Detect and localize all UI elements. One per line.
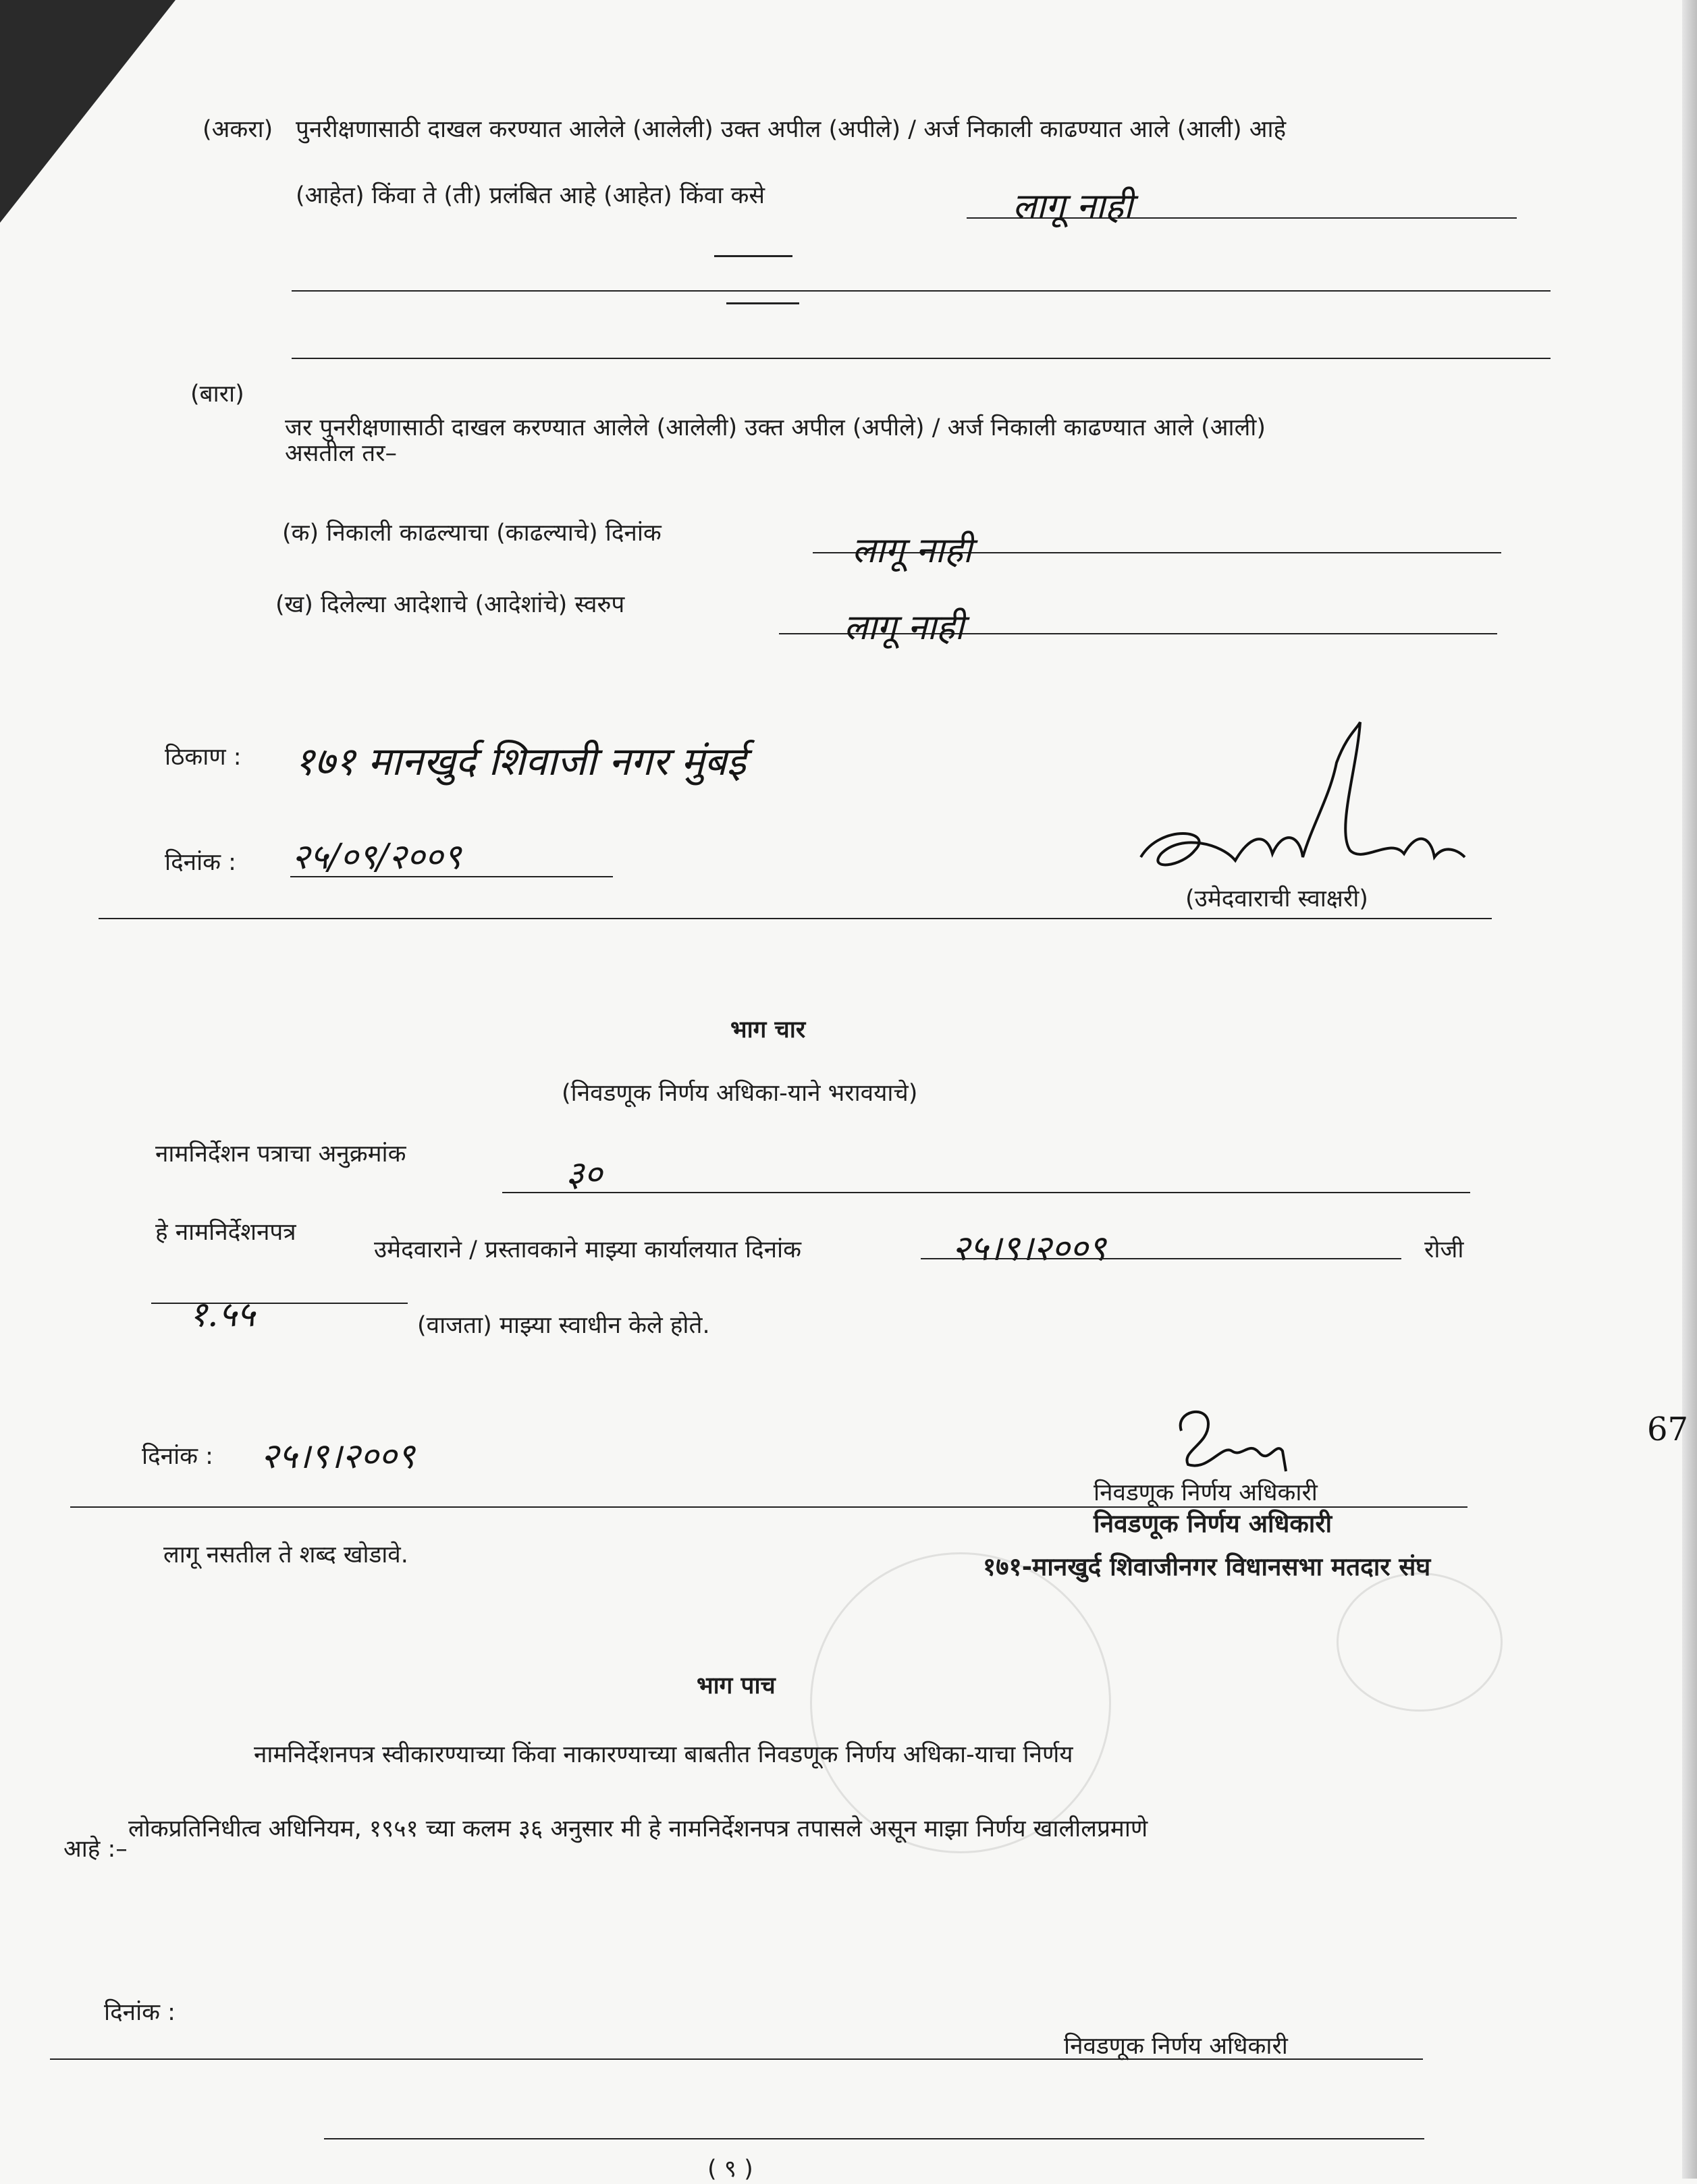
officer-stamp-constituency: १७१-मानखुर्द शिवाजीनगर विधानसभा मतदार संघ bbox=[983, 1552, 1431, 1581]
time-handwritten: १.५५ bbox=[189, 1294, 255, 1335]
bleed-through-stamp bbox=[1337, 1573, 1503, 1712]
serial-number-label: नामनिर्देशन पत्राचा अनुक्रमांक bbox=[155, 1141, 406, 1168]
strike-mark bbox=[714, 255, 792, 257]
officer-date-label: दिनांक : bbox=[142, 1443, 213, 1470]
strike-out-footnote: लागू नसतील ते शब्द खोडावे. bbox=[163, 1541, 408, 1568]
officer-stamp-title: निवडणूक निर्णय अधिकारी bbox=[1094, 1509, 1332, 1538]
item-a-handwritten-value: लागू नाही bbox=[852, 530, 972, 571]
part-four-title: भाग चार bbox=[730, 1016, 806, 1043]
answer-line bbox=[921, 1258, 1401, 1259]
section-12-marker: (बारा) bbox=[190, 381, 244, 408]
part-five-body-line-1: लोकप्रतिनिधीत्व अधिनियम, १९५१ च्या कलम ३६ अनुसार मी हे नामनिर्देशनपत्र तपासले असून माझा निर्णय खालीलप्रमाणे bbox=[128, 1816, 1148, 1842]
part-five-body-line-2: आहे :– bbox=[63, 1836, 128, 1863]
page-edge-shadow bbox=[1682, 0, 1697, 2179]
handwritten-answer: लागू नाही bbox=[1013, 186, 1133, 227]
part-five-officer-title: निवडणूक निर्णय अधिकारी bbox=[1064, 2033, 1288, 2060]
section-12-line-1: जर पुनरीक्षणासाठी दाखल करण्यात आलेले (आलेली) उक्त अपील (अपीले) / अर्ज निकाली काढण्यात आले (आली) bbox=[285, 414, 1266, 441]
part-five-subtitle: नामनिर्देशनपत्र स्वीकारण्याच्या किंवा नाकारण्याच्या बाबतीत निवडणूक निर्णय अधिका-याचा निर्णय bbox=[254, 1741, 1073, 1768]
page-bottom-rule bbox=[324, 2138, 1424, 2139]
candidate-signature bbox=[1134, 715, 1472, 911]
answer-line bbox=[292, 358, 1551, 359]
page-number: ( ९ ) bbox=[707, 2156, 753, 2183]
folded-corner bbox=[0, 0, 176, 223]
submission-date-handwritten: २५।९।२००९ bbox=[952, 1228, 1106, 1269]
strike-mark bbox=[726, 302, 799, 304]
part-five-date-label: दिनांक : bbox=[104, 1999, 176, 2026]
margin-note: 67 bbox=[1647, 1411, 1689, 1448]
item-b-handwritten-value: लागू नाही bbox=[844, 607, 964, 648]
section-11-marker: (अकरा) bbox=[203, 116, 273, 143]
officer-signature bbox=[1168, 1404, 1303, 1485]
submission-suffix: रोजी bbox=[1424, 1236, 1464, 1263]
answer-line bbox=[151, 1303, 408, 1304]
officer-date-handwritten: २५।९।२००९ bbox=[261, 1436, 415, 1477]
place-label: ठिकाण : bbox=[165, 744, 242, 771]
officer-title: निवडणूक निर्णय अधिकारी bbox=[1094, 1479, 1318, 1506]
part-four-subtitle: (निवडणूक निर्णय अधिका-याने भरावयाचे) bbox=[562, 1080, 918, 1107]
section-12-line-2: असतील तर– bbox=[285, 440, 398, 467]
part-five-title: भाग पाच bbox=[697, 1672, 776, 1699]
submission-text: उमेदवाराने / प्रस्तावकाने माझ्या कार्यालयात दिनांक bbox=[374, 1236, 801, 1263]
candidate-date-handwritten: २५/०९/२००९ bbox=[292, 837, 462, 877]
item-a-label: (क) निकाली काढल्याचा (काढल्याचे) दिनांक bbox=[282, 520, 662, 547]
date-underline bbox=[290, 876, 613, 877]
section-divider bbox=[99, 918, 1492, 919]
submission-label: हे नामनिर्देशनपत्र bbox=[155, 1219, 296, 1246]
place-handwritten-value: १७१ मानखुर्द शिवाजी नगर मुंबई bbox=[294, 738, 747, 784]
candidate-signature-caption: (उमेदवाराची स्वाक्षरी) bbox=[1185, 885, 1368, 912]
section-11-line-2: (आहेत) किंवा ते (ती) प्रलंबित आहे (आहेत) किंवा कसे bbox=[296, 182, 765, 209]
candidate-date-label: दिनांक : bbox=[165, 849, 236, 876]
bleed-through-stamp bbox=[810, 1552, 1111, 1853]
time-suffix: (वाजता) माझ्या स्वाधीन केले होते. bbox=[417, 1312, 710, 1339]
section-11-line-1: पुनरीक्षणासाठी दाखल करण्यात आलेले (आलेली) उक्त अपील (अपीले) / अर्ज निकाली काढण्यात आले (आली) आहे bbox=[296, 116, 1287, 143]
answer-line bbox=[292, 290, 1551, 292]
answer-line bbox=[502, 1192, 1470, 1193]
serial-number-handwritten: ३० bbox=[566, 1154, 603, 1195]
item-b-label: (ख) दिलेल्या आदेशाचे (आदेशांचे) स्वरुप bbox=[275, 591, 625, 618]
